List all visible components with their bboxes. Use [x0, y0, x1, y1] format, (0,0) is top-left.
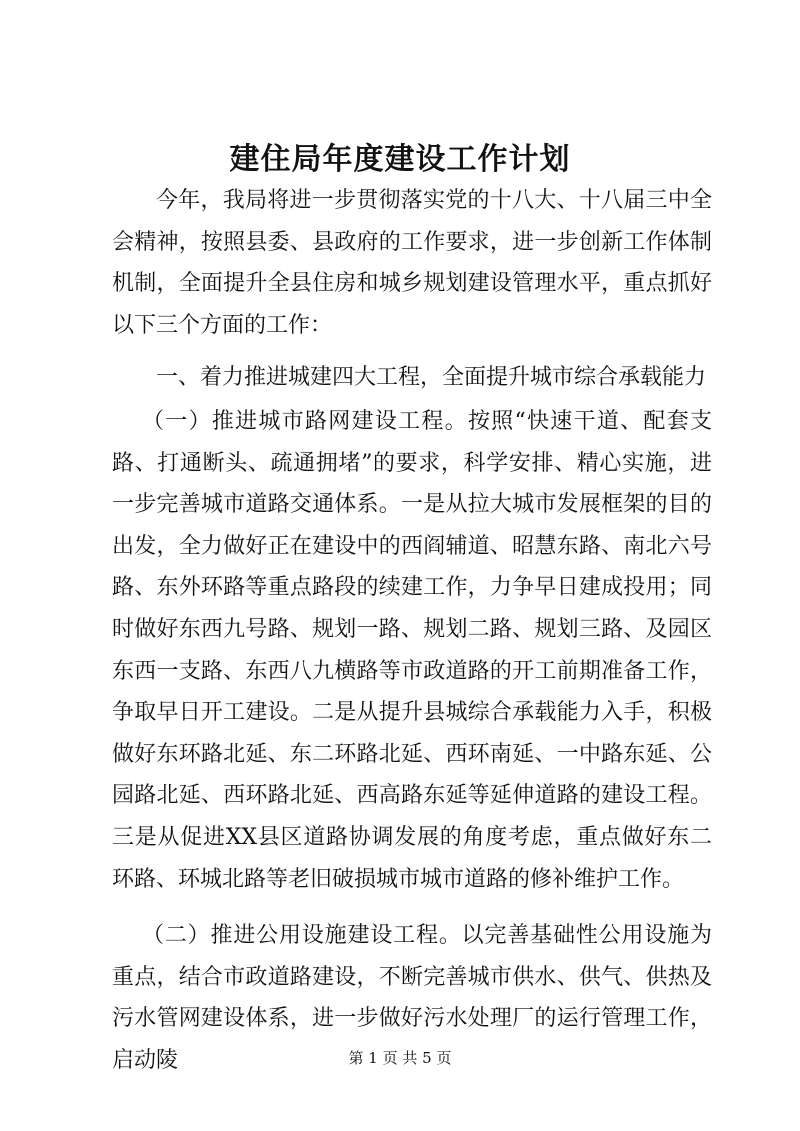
- subsection-public-facilities-paragraph: （二）推进公用设施建设工程。以完善基础性公用设施为重点，结合市政道路建设，不断完善城市供水、供气、供热及污水管网建设体系，进一步做好污水处理厂的运行管理工作，启动陵: [112, 923, 712, 1073]
- subsection-road-network-paragraph: （一）推进城市路网建设工程。按照“快速干道、配套支路、打通断头、疏通拥堵”的要求，科学安排、精心实施，进一步完善城市道路交通体系。一是从拉大城市发展框架的目的出发，全力做好正在建设中的西阎辅道、昭慧东路、南北六号路、东外环路等重点路段的续建工作，力争早日建成投用；同时做好东西九号路、规划一路、规划二路、规划三路、及园区东西一支路、东西八九横路等市政道路的开工前期准备工作，争取早日开工建设。二是从提升县城综合承载能力入手，积极做好东环路北延、东二环路北延、西环南延、一中路东延、公园路北延、西环路北延、西高路东延等延伸道路的建设工程。三是从促进XX县区道路协调发展的角度考虑，重点做好东二环路、环城北路等老旧破损城市城市道路的修补维护工作。: [112, 408, 712, 892]
- document-body: [112, 180, 712, 1081]
- section-heading: 一、着力推进城建四大工程，全面提升城市综合承载能力: [156, 365, 707, 391]
- page-footer: 第 1 页 共 5 页: [348, 1049, 452, 1067]
- document-title: 建住局年度建设工作计划: [229, 142, 571, 177]
- intro-paragraph: 今年，我局将进一步贯彻落实党的十八大、十八届三中全会精神，按照县委、县政府的工作要求，进一步创新工作体制机制，全面提升全县住房和城乡规划建设管理水平，重点抓好以下三个方面的工作：: [112, 188, 712, 338]
